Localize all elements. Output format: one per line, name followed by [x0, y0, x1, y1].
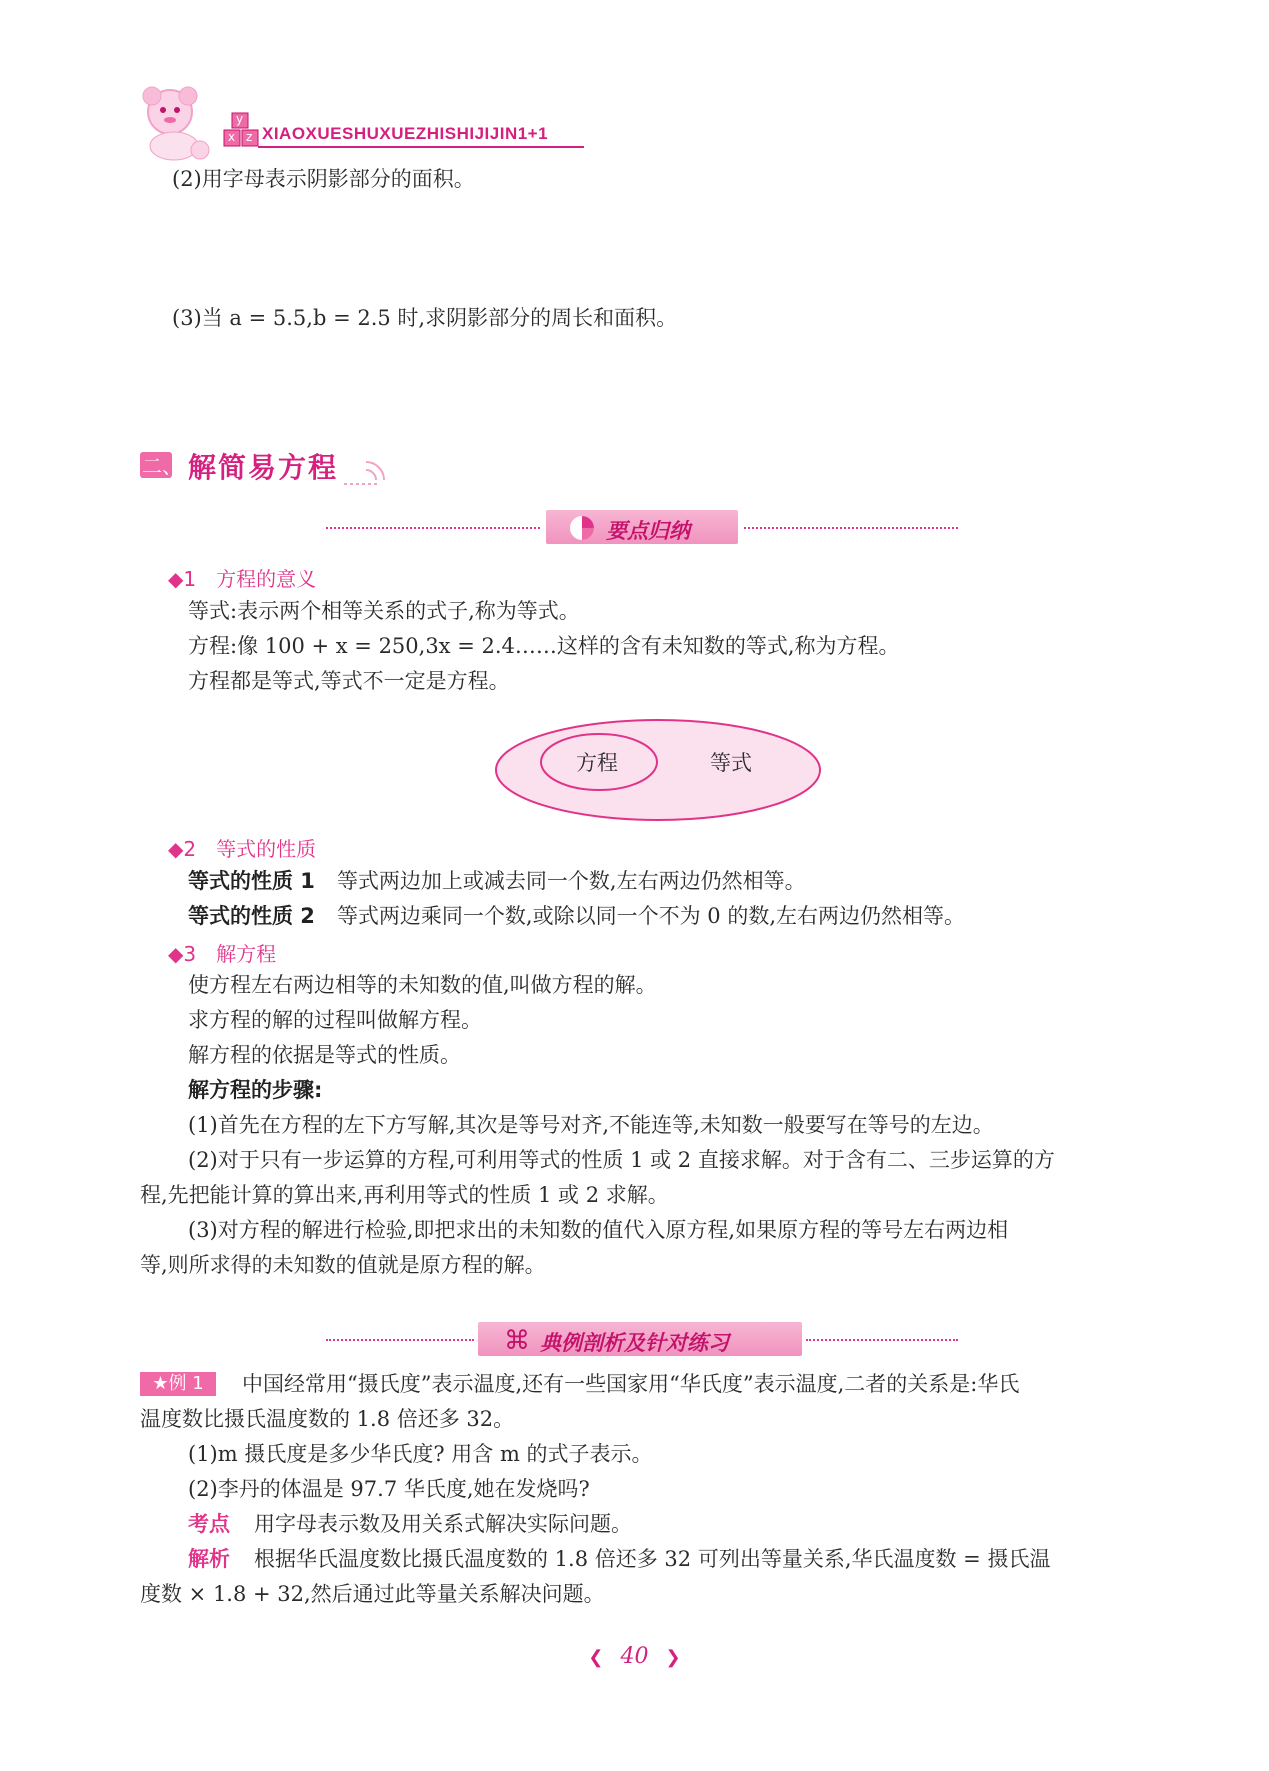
pie-icon	[568, 514, 596, 546]
band-label-examples: 典例剖析及针对练习	[540, 1331, 729, 1355]
step-3: (3)对方程的解进行检验,即把求出的未知数的值代入原方程,如果原方程的等号左右两边相	[188, 1218, 1009, 1242]
example-intro: 中国经常用“摄氏度”表示温度,还有一些国家用“华氏度”表示温度,二者的关系是:华氏	[242, 1372, 1020, 1396]
page-number	[0, 1644, 1269, 1669]
mascot-icon	[140, 84, 216, 164]
jiexi-label: 解析	[188, 1547, 230, 1571]
property-text: 等式两边加上或减去同一个数,左右两边仍然相等。	[336, 869, 806, 893]
point3-heading: ◆3 解方程	[168, 942, 277, 966]
band-dots-left	[326, 1339, 474, 1341]
jiexi-text: 根据华氏温度数比摄氏温度数的 1.8 倍还多 32 可列出等量关系,华氏温度数 = 摄氏温	[254, 1547, 1051, 1571]
section-title: 解简易方程	[188, 451, 339, 484]
diagram-inner-label: 方程	[576, 751, 618, 775]
band-dots-right	[744, 527, 958, 529]
property-text: 等式两边乘同一个数,或除以同一个不为 0 的数,左右两边仍然相等。	[336, 904, 965, 928]
kaodian-row	[188, 1509, 632, 1539]
property-2	[188, 901, 965, 931]
point3-line: 求方程的解的过程叫做解方程。	[188, 1008, 482, 1032]
step-3-cont: 等,则所求得的未知数的值就是原方程的解。	[140, 1253, 546, 1277]
steps-title: 解方程的步骤:	[188, 1078, 323, 1102]
jiexi-row	[188, 1544, 1050, 1574]
jiexi-cont: 度数 × 1.8 + 32,然后通过此等量关系解决问题。	[140, 1582, 605, 1606]
point1-heading: ◆1 方程的意义	[168, 567, 317, 591]
diamond-bullet-icon: ◆	[168, 942, 184, 966]
kaodian-text: 用字母表示数及用关系式解决实际问题。	[254, 1512, 632, 1536]
point1-line: 等式:表示两个相等关系的式子,称为等式。	[188, 599, 580, 623]
mascot-logo	[140, 84, 216, 164]
header-rule	[258, 146, 584, 148]
series-title: XIAOXUESHUXUEZHISHIJIJIN1+1	[262, 124, 549, 143]
letter-blocks	[222, 112, 262, 148]
property-label: 等式的性质 2	[188, 904, 315, 928]
example-intro-cont: 温度数比摄氏温度数的 1.8 倍还多 32。	[140, 1407, 515, 1431]
signal-icon	[340, 450, 388, 494]
page-mark-left-icon: ❮	[588, 1647, 604, 1668]
diagram-outer-label: 等式	[710, 751, 752, 775]
point3-line: 解方程的依据是等式的性质。	[188, 1043, 461, 1067]
block-letter: x	[228, 130, 236, 144]
step-1: (1)首先在方程的左下方写解,其次是等号对齐,不能连等,未知数一般要写在等号的左边。	[188, 1113, 994, 1137]
step-2-cont: 程,先把能计算的算出来,再利用等式的性质 1 或 2 求解。	[140, 1183, 669, 1207]
band-dots-left	[326, 527, 540, 529]
question-3: (3)当 a = 5.5,b = 2.5 时,求阴影部分的周长和面积。	[172, 306, 678, 330]
diamond-bullet-icon: ◆	[168, 837, 184, 861]
diamond-bullet-icon: ◆	[168, 567, 184, 591]
venn-diagram	[492, 716, 824, 824]
example-question-1: (1)m 摄氏度是多少华氏度? 用含 m 的式子表示。	[188, 1442, 653, 1466]
example-question-2: (2)李丹的体温是 97.7 华氏度,她在发烧吗?	[188, 1477, 590, 1501]
band-label-summary: 要点归纳	[606, 519, 690, 543]
point1-line: 方程都是等式,等式不一定是方程。	[188, 669, 510, 693]
block-letter: z	[246, 130, 253, 144]
point3-line: 使方程左右两边相等的未知数的值,叫做方程的解。	[188, 973, 657, 997]
example-badge: ★例 1	[140, 1372, 216, 1396]
point1-line: 方程:像 100 + x = 250,3x = 2.4……这样的含有未知数的等式,称为方程。	[188, 634, 900, 658]
question-2: (2)用字母表示阴影部分的面积。	[172, 167, 475, 191]
clover-icon: ⌘	[504, 1326, 530, 1356]
point2-heading: ◆2 等式的性质	[168, 837, 317, 861]
kaodian-label: 考点	[188, 1512, 230, 1536]
property-1	[188, 866, 806, 896]
band-dots-right	[806, 1339, 958, 1341]
page-mark-right-icon: ❯	[665, 1647, 681, 1668]
page-number-text: 40	[620, 1644, 649, 1669]
property-label: 等式的性质 1	[188, 869, 315, 893]
section-number: 二、	[142, 454, 182, 478]
step-2: (2)对于只有一步运算的方程,可利用等式的性质 1 或 2 直接求解。对于含有二、三步运算的方	[188, 1148, 1055, 1172]
block-letter: y	[236, 112, 244, 126]
